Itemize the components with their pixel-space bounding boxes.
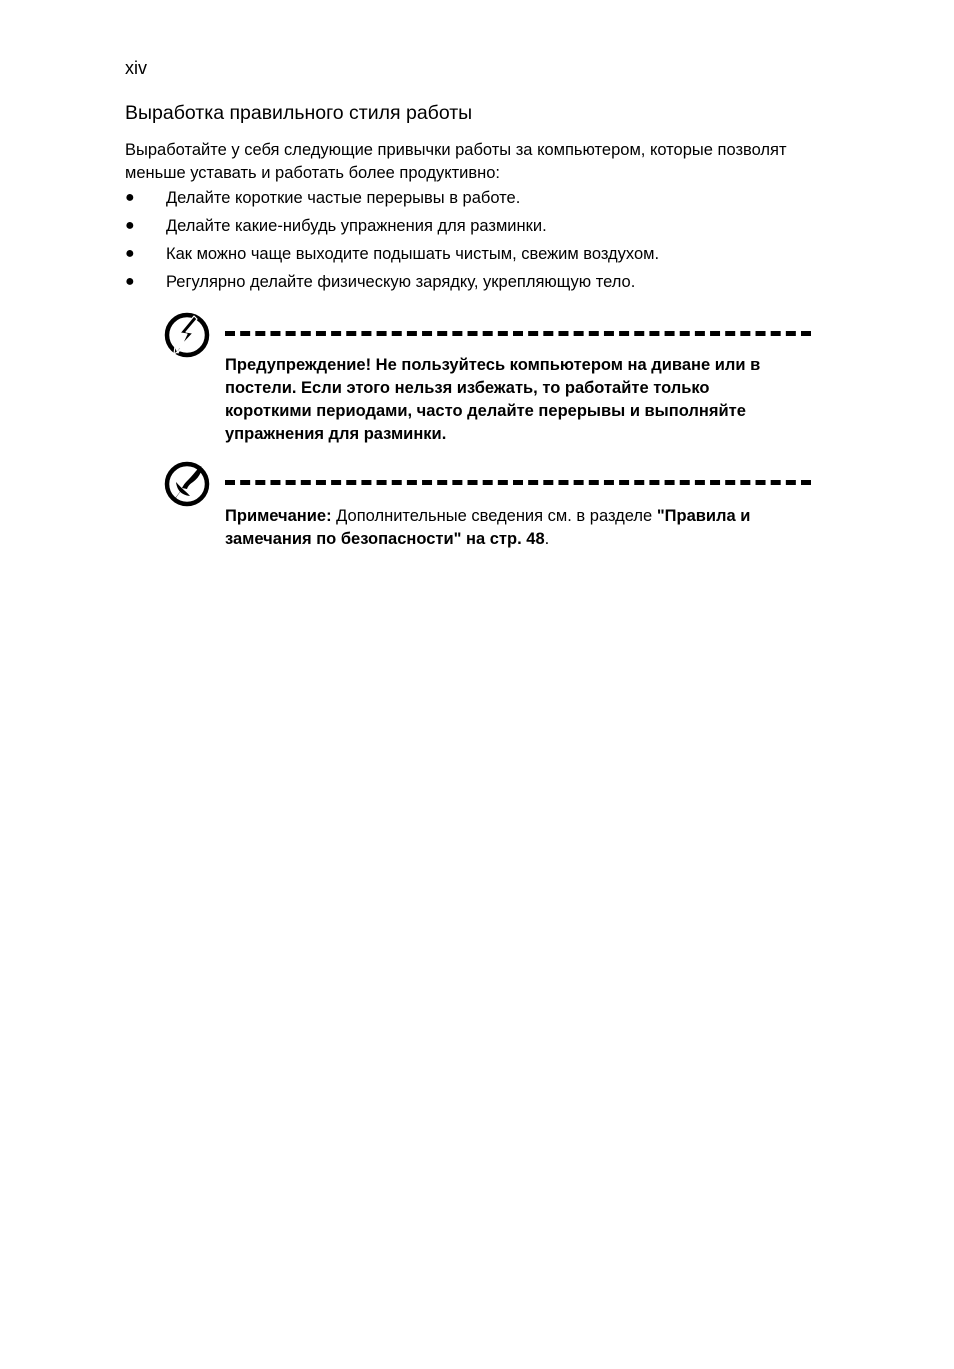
list-item: [125, 271, 659, 299]
list-item: [125, 215, 659, 243]
list-item-text: Регулярно делайте физическую зарядку, укрепляющую тело.: [166, 273, 636, 291]
list-item: [125, 187, 659, 215]
bullet-icon: ●: [125, 245, 135, 262]
bullet-icon: ●: [125, 217, 135, 234]
note-label: Примечание:: [225, 507, 332, 525]
bullet-icon: ●: [125, 273, 135, 290]
warning-lightning-icon: [163, 311, 211, 359]
page-number: xiv: [125, 58, 147, 78]
note-reference-link[interactable]: "Правила и замечания по безопасности" на стр. 48: [225, 507, 751, 548]
note-body: Дополнительные сведения см. в разделе: [331, 507, 657, 525]
note-text: [225, 505, 800, 551]
list-item: [125, 243, 659, 271]
note-end: .: [544, 530, 550, 548]
list-item-text: Как можно чаще выходите подышать чистым, свежим воздухом.: [166, 245, 660, 263]
list-item-text: Делайте какие-нибудь упражнения для разминки.: [166, 217, 547, 235]
habits-list: [125, 187, 659, 299]
list-item-text: Делайте короткие частые перерывы в работе.: [166, 189, 521, 207]
bullet-icon: ●: [125, 189, 135, 206]
section-title: Выработка правильного стиля работы: [125, 102, 473, 124]
dashed-divider: [225, 480, 811, 485]
intro-paragraph: Выработайте у себя следующие привычки работы за компьютером, которые позволят меньше уставать и работать более продуктивно:: [125, 141, 787, 182]
note-pen-icon: [163, 460, 211, 508]
warning-text: Предупреждение! Не пользуйтесь компьютером на диване или в постели. Если этого нельзя избежать, то работайте только короткими периодами, часто делайте перерывы и выполняйте упражнения для разминки.: [225, 356, 761, 443]
dashed-divider: [225, 331, 811, 336]
